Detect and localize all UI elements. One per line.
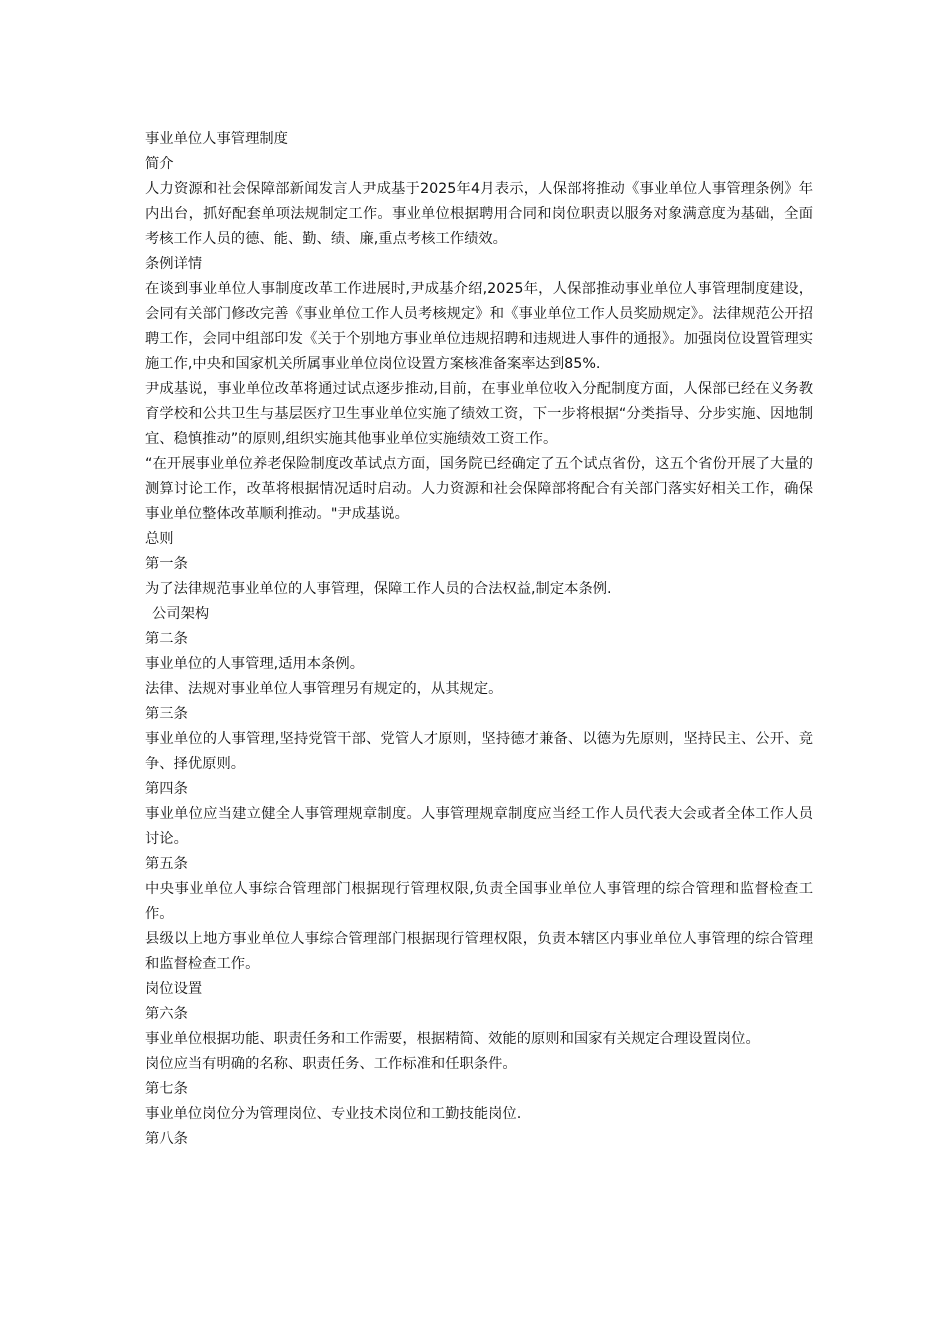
section-heading-positions: 岗位设置 (145, 981, 203, 997)
details-paragraph-1: 在谈到事业单位人事制度改革工作进展时,尹成基介绍,2025年，人保部推动事业单位人事管理制度建设，会同有关部门修改完善《事业单位工作人员考核规定》和《事业单位工作人员奖励规定》。法律规范公开招聘工作，会同中组部印发《关于个别地方事业单位违规招聘和违规进人事件的通报》。加强岗位设置管理实施工作,中央和国家机关所属事业单位岗位设置方案核准备案率达到85%. (145, 281, 813, 372)
article-7-text: 事业单位岗位分为管理岗位、专业技术岗位和工勤技能岗位. (145, 1106, 522, 1122)
article-5-text-2: 县级以上地方事业单位人事综合管理部门根据现行管理权限，负责本辖区内事业单位人事管理的综合管理和监督检查工作。 (145, 931, 813, 972)
section-heading-structure: 公司架构 (152, 606, 210, 622)
article-2-text-2: 法律、法规对事业单位人事管理另有规定的，从其规定。 (145, 681, 503, 697)
article-heading-3: 第三条 (145, 706, 188, 722)
section-heading-general: 总则 (145, 531, 174, 547)
section-heading-intro: 简介 (145, 156, 174, 172)
article-3-text: 事业单位的人事管理,坚持党管干部、党管人才原则，坚持德才兼备、以德为先原则，坚持民主、公开、竞争、择优原则。 (145, 731, 813, 772)
article-6-text-2: 岗位应当有明确的名称、职责任务、工作标准和任职条件。 (145, 1056, 517, 1072)
article-2-text-1: 事业单位的人事管理,适用本条例。 (145, 656, 364, 672)
article-5-text-1: 中央事业单位人事综合管理部门根据现行管理权限,负责全国事业单位人事管理的综合管理和监督检查工作。 (145, 881, 813, 922)
article-1-text: 为了法律规范事业单位的人事管理，保障工作人员的合法权益,制定本条例. (145, 581, 612, 597)
article-6-text-1: 事业单位根据功能、职责任务和工作需要，根据精简、效能的原则和国家有关规定合理设置岗位。 (145, 1031, 760, 1047)
document-title: 事业单位人事管理制度 (145, 131, 288, 147)
article-heading-7: 第七条 (145, 1081, 188, 1097)
section-heading-details: 条例详情 (145, 256, 203, 272)
article-4-text: 事业单位应当建立健全人事管理规章制度。人事管理规章制度应当经工作人员代表大会或者全体工作人员讨论。 (145, 806, 813, 847)
article-heading-6: 第六条 (145, 1006, 188, 1022)
details-paragraph-2: 尹成基说，事业单位改革将通过试点逐步推动,目前，在事业单位收入分配制度方面，人保部已经在义务教育学校和公共卫生与基层医疗卫生事业单位实施了绩效工资，下一步将根据“分类指导、分步实施、因地制宜、稳慎推动”的原则,组织实施其他事业单位实施绩效工资工作。 (145, 381, 813, 447)
intro-paragraph: 人力资源和社会保障部新闻发言人尹成基于2025年4月表示，人保部将推动《事业单位人事管理条例》年内出台，抓好配套单项法规制定工作。事业单位根据聘用合同和岗位职责以服务对象满意度为基础，全面考核工作人员的德、能、勤、绩、廉,重点考核工作绩效。 (145, 181, 813, 247)
article-heading-1: 第一条 (145, 556, 188, 572)
article-heading-5: 第五条 (145, 856, 188, 872)
article-heading-8: 第八条 (145, 1131, 188, 1147)
document-body (145, 127, 813, 1152)
article-heading-2: 第二条 (145, 631, 188, 647)
article-heading-4: 第四条 (145, 781, 188, 797)
details-paragraph-3: “在开展事业单位养老保险制度改革试点方面，国务院已经确定了五个试点省份，这五个省份开展了大量的测算讨论工作，改革将根据情况适时启动。人力资源和社会保障部将配合有关部门落实好相关工作，确保事业单位整体改革顺利推动。"尹成基说。 (145, 456, 813, 522)
